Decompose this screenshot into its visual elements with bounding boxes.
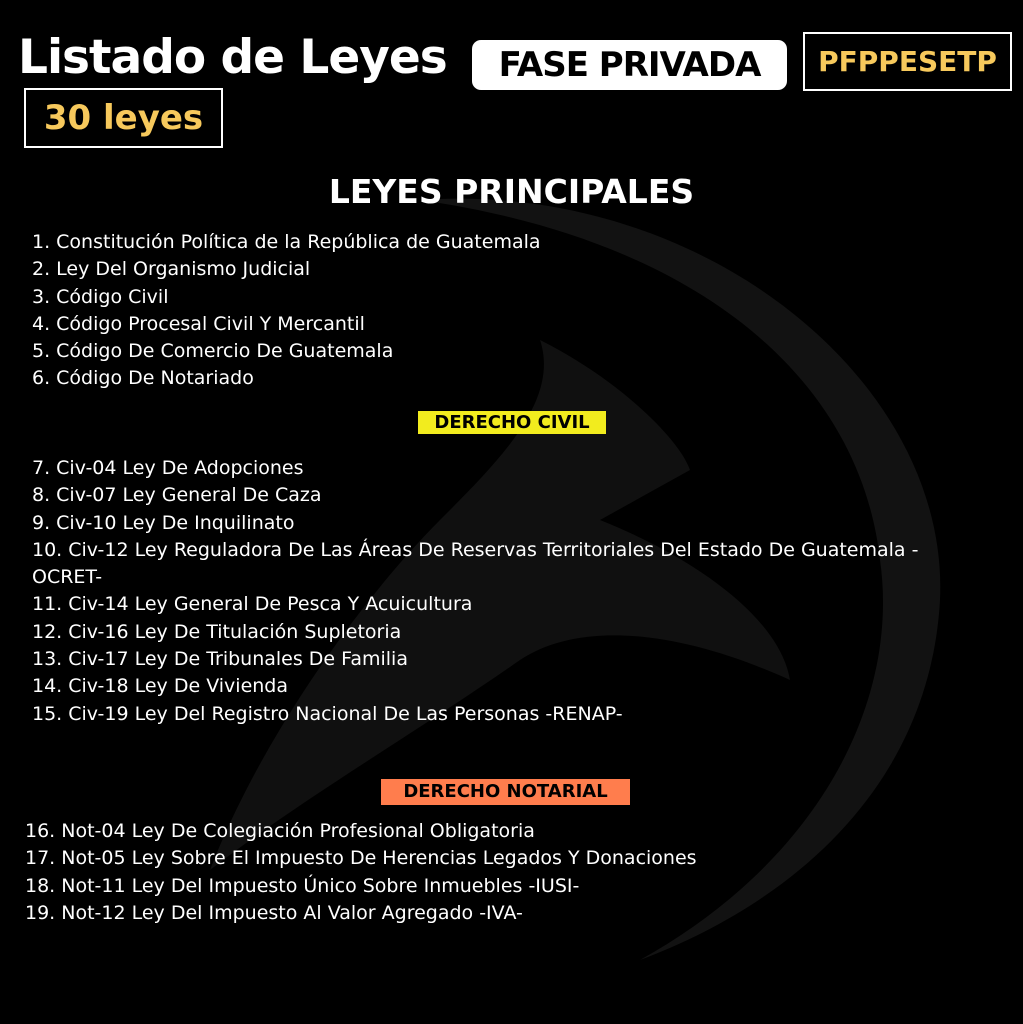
program-code-badge: PFPPESETP	[803, 32, 1012, 91]
page-title: Listado de Leyes	[18, 30, 447, 85]
list-item: 5. Código De Comercio De Guatemala	[32, 340, 394, 363]
section-heading-main: LEYES PRINCIPALES	[328, 172, 695, 211]
notarial-laws-list	[25, 818, 697, 927]
civil-laws-list	[32, 455, 932, 728]
list-item: 13. Civ-17 Ley De Tribunales De Familia	[32, 648, 408, 671]
list-item: 3. Código Civil	[32, 285, 169, 308]
list-item: 19. Not-12 Ley Del Impuesto Al Valor Agregado -IVA-	[25, 901, 523, 924]
list-item: 14. Civ-18 Ley De Vivienda	[32, 675, 289, 698]
list-item: 2. Ley Del Organismo Judicial	[32, 258, 311, 281]
list-item: 8. Civ-07 Ley General De Caza	[32, 484, 322, 507]
section-label-notarial: DERECHO NOTARIAL	[381, 779, 630, 805]
law-count-badge: 30 leyes	[24, 88, 223, 148]
phase-badge: FASE PRIVADA	[472, 40, 787, 90]
list-item: 10. Civ-12 Ley Reguladora De Las Áreas De Reservas Territoriales Del Estado De Guatemala -OCRET-	[32, 538, 919, 589]
main-laws-list	[32, 229, 541, 393]
list-item: 16. Not-04 Ley De Colegiación Profesional Obligatoria	[25, 820, 535, 842]
list-item: 11. Civ-14 Ley General De Pesca Y Acuicultura	[32, 593, 473, 616]
list-item: 18. Not-11 Ley Del Impuesto Único Sobre Inmuebles -IUSI-	[25, 874, 580, 897]
list-item: 7. Civ-04 Ley De Adopciones	[32, 457, 304, 479]
list-item: 12. Civ-16 Ley De Titulación Supletoria	[32, 620, 402, 643]
list-item: 15. Civ-19 Ley Del Registro Nacional De Las Personas -RENAP-	[32, 702, 623, 725]
list-item: 1. Constitución Política de la República de Guatemala	[32, 231, 541, 253]
list-item: 9. Civ-10 Ley De Inquilinato	[32, 511, 295, 534]
section-label-civil: DERECHO CIVIL	[418, 411, 606, 434]
list-item: 17. Not-05 Ley Sobre El Impuesto De Herencias Legados Y Donaciones	[25, 847, 697, 870]
list-item: 4. Código Procesal Civil Y Mercantil	[32, 312, 365, 335]
list-item: 6. Código De Notariado	[32, 367, 254, 390]
